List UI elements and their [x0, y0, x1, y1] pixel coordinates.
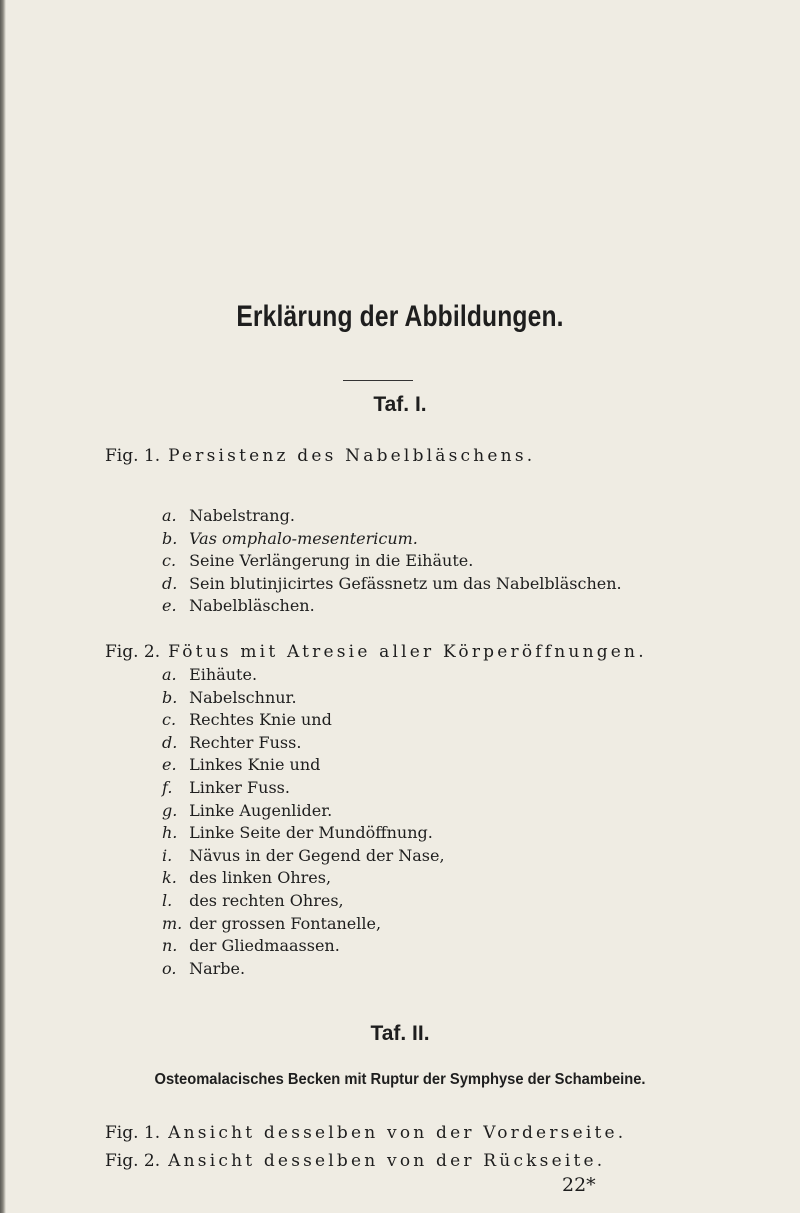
fig-label: Fig. 2. [105, 1151, 161, 1171]
legend-item: i. Nävus in der Gegend der Nase, [162, 845, 445, 865]
legend-item: d. Sein blutinjicirtes Gefässnetz um das Nabelbläschen. [162, 573, 622, 593]
plate-1-fig-1-legend [162, 505, 622, 618]
fig-caption: Persistenz des Nabelbläschens. [168, 446, 536, 466]
plate-2-fig-1-line [105, 1123, 626, 1143]
legend-item: a. Nabelstrang. [162, 506, 295, 525]
legend-item: b. Vas omphalo-mesentericum. [162, 528, 418, 548]
legend-item: d. Rechter Fuss. [162, 732, 302, 752]
legend-item: e. Linkes Knie und [162, 755, 321, 775]
plate-1-fig-2-legend [162, 664, 445, 980]
plate-1-heading: Taf. I. [373, 393, 427, 416]
legend-item: k. des linken Ohres, [162, 868, 332, 888]
fig-caption: Ansicht desselben von der Rückseite. [168, 1151, 606, 1171]
legend-item: o. Narbe. [162, 958, 246, 978]
legend-item: g. Linke Augenlider. [162, 800, 333, 820]
legend-item: f. Linker Fuss. [162, 777, 290, 797]
plate-2-heading: Taf. II. [370, 1022, 430, 1045]
legend-item: m. der grossen Fontanelle, [162, 913, 382, 933]
plate-1-fig-1-heading [105, 446, 535, 466]
fig-caption: Fötus mit Atresie aller Körperöffnungen. [168, 642, 647, 662]
fig-label: Fig. 1. [105, 446, 161, 466]
page-title: Erklärung der Abbildungen. [236, 300, 564, 333]
legend-item: n. der Gliedmaassen. [162, 936, 340, 956]
plate-2-subtitle: Osteomalacisches Becken mit Ruptur der Symphyse der Schambeine. [154, 1071, 646, 1088]
legend-item: l. des rechten Ohres, [162, 890, 344, 910]
plate-1-fig-2-heading [105, 642, 647, 662]
title-divider [343, 380, 413, 381]
legend-item: a. Eihäute. [162, 665, 258, 684]
fig-caption: Ansicht desselben von der Vorderseite. [168, 1123, 627, 1143]
legend-item: c. Rechtes Knie und [162, 710, 332, 730]
page-number: 22* [562, 1174, 596, 1196]
fig-label: Fig. 1. [105, 1123, 161, 1143]
legend-item: h. Linke Seite der Mundöffnung. [162, 823, 433, 843]
plate-2-fig-2-line [105, 1151, 605, 1171]
legend-item: e. Nabelbläschen. [162, 596, 315, 616]
legend-item: b. Nabelschnur. [162, 687, 297, 707]
fig-label: Fig. 2. [105, 642, 161, 662]
legend-item: c. Seine Verlängerung in die Eihäute. [162, 551, 474, 571]
